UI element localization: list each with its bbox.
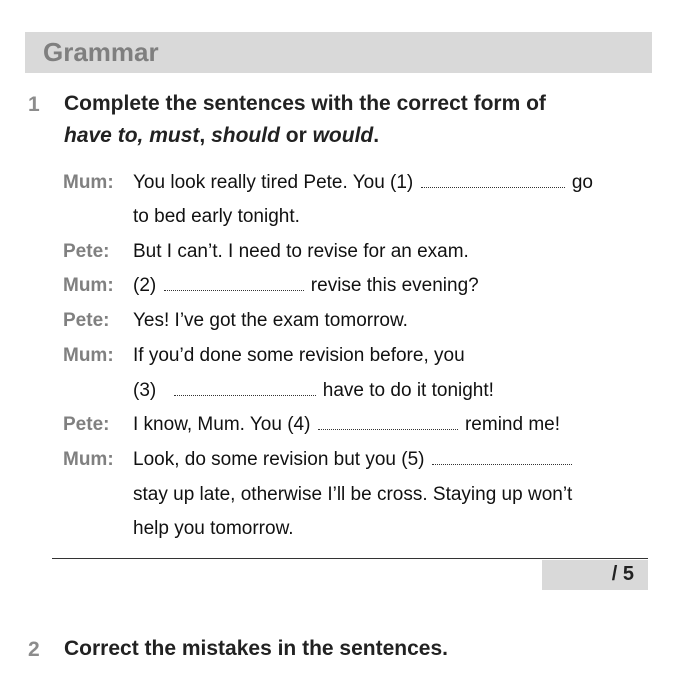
instr-comma: ,	[199, 124, 206, 147]
dialogue-text: have to do it tonight!	[322, 380, 494, 401]
answer-blank-2[interactable]	[164, 274, 304, 291]
dialogue-line-1-cont: to bed early tonight.	[133, 206, 300, 227]
dialogue-text: go	[571, 172, 593, 193]
speaker-label: Pete:	[63, 414, 110, 435]
dialogue-text: remind me!	[464, 414, 561, 435]
section-header	[25, 32, 652, 73]
exercise-2-number: 2	[28, 638, 40, 661]
speaker-label: Mum:	[63, 345, 114, 366]
dialogue-text: (3)	[133, 380, 157, 401]
dialogue-line-3	[63, 271, 479, 301]
dialogue-line-6	[63, 410, 560, 440]
dialogue-text: revise this evening?	[310, 275, 479, 296]
instr-must: must	[149, 124, 200, 147]
instr-period: .	[373, 124, 380, 147]
dialogue-line-7-cont2: help you tomorrow.	[133, 518, 294, 539]
speaker-label: Pete:	[63, 241, 110, 262]
dialogue-text: If you’d done some revision before, you	[133, 345, 465, 366]
exercise-2-instruction: Correct the mistakes in the sentences.	[64, 637, 448, 660]
speaker-label: Mum:	[63, 172, 114, 193]
dialogue-line-5-cont	[133, 376, 494, 406]
dialogue-text: (2)	[133, 275, 157, 296]
speaker-label: Mum:	[63, 449, 114, 470]
instr-or: or	[285, 124, 307, 147]
divider	[52, 558, 648, 559]
instr-would: would	[312, 124, 374, 147]
speaker-label: Mum:	[63, 275, 114, 296]
instr-have-to: have to,	[64, 124, 144, 147]
dialogue-line-2	[63, 237, 469, 267]
section-title: Grammar	[43, 37, 159, 67]
answer-blank-5[interactable]	[432, 448, 572, 465]
dialogue-line-4	[63, 306, 408, 336]
exercise-1-instruction	[64, 88, 546, 152]
dialogue-text: Look, do some revision but you (5)	[133, 449, 425, 470]
dialogue-text: Yes! I’ve got the exam tomorrow.	[133, 310, 408, 331]
score-box	[542, 560, 648, 590]
dialogue-line-5	[63, 341, 465, 371]
instruction-line-1: Complete the sentences with the correct form of	[64, 92, 546, 115]
score-total: / 5	[611, 563, 634, 585]
instr-should: should	[211, 124, 280, 147]
speaker-label: Pete:	[63, 310, 110, 331]
dialogue-text: You look really tired Pete. You (1)	[133, 172, 414, 193]
exercise-1-number: 1	[28, 93, 40, 116]
dialogue-line-7	[63, 445, 574, 475]
dialogue-line-7-cont: stay up late, otherwise I’ll be cross. Staying up won’t	[133, 484, 573, 505]
dialogue-text: I know, Mum. You (4)	[133, 414, 311, 435]
answer-blank-4[interactable]	[318, 413, 458, 430]
answer-blank-3[interactable]	[174, 379, 316, 396]
dialogue-line-1	[63, 168, 593, 198]
answer-blank-1[interactable]	[421, 171, 565, 188]
dialogue-text: But I can’t. I need to revise for an exam.	[133, 241, 469, 262]
instruction-line-2	[64, 120, 546, 152]
